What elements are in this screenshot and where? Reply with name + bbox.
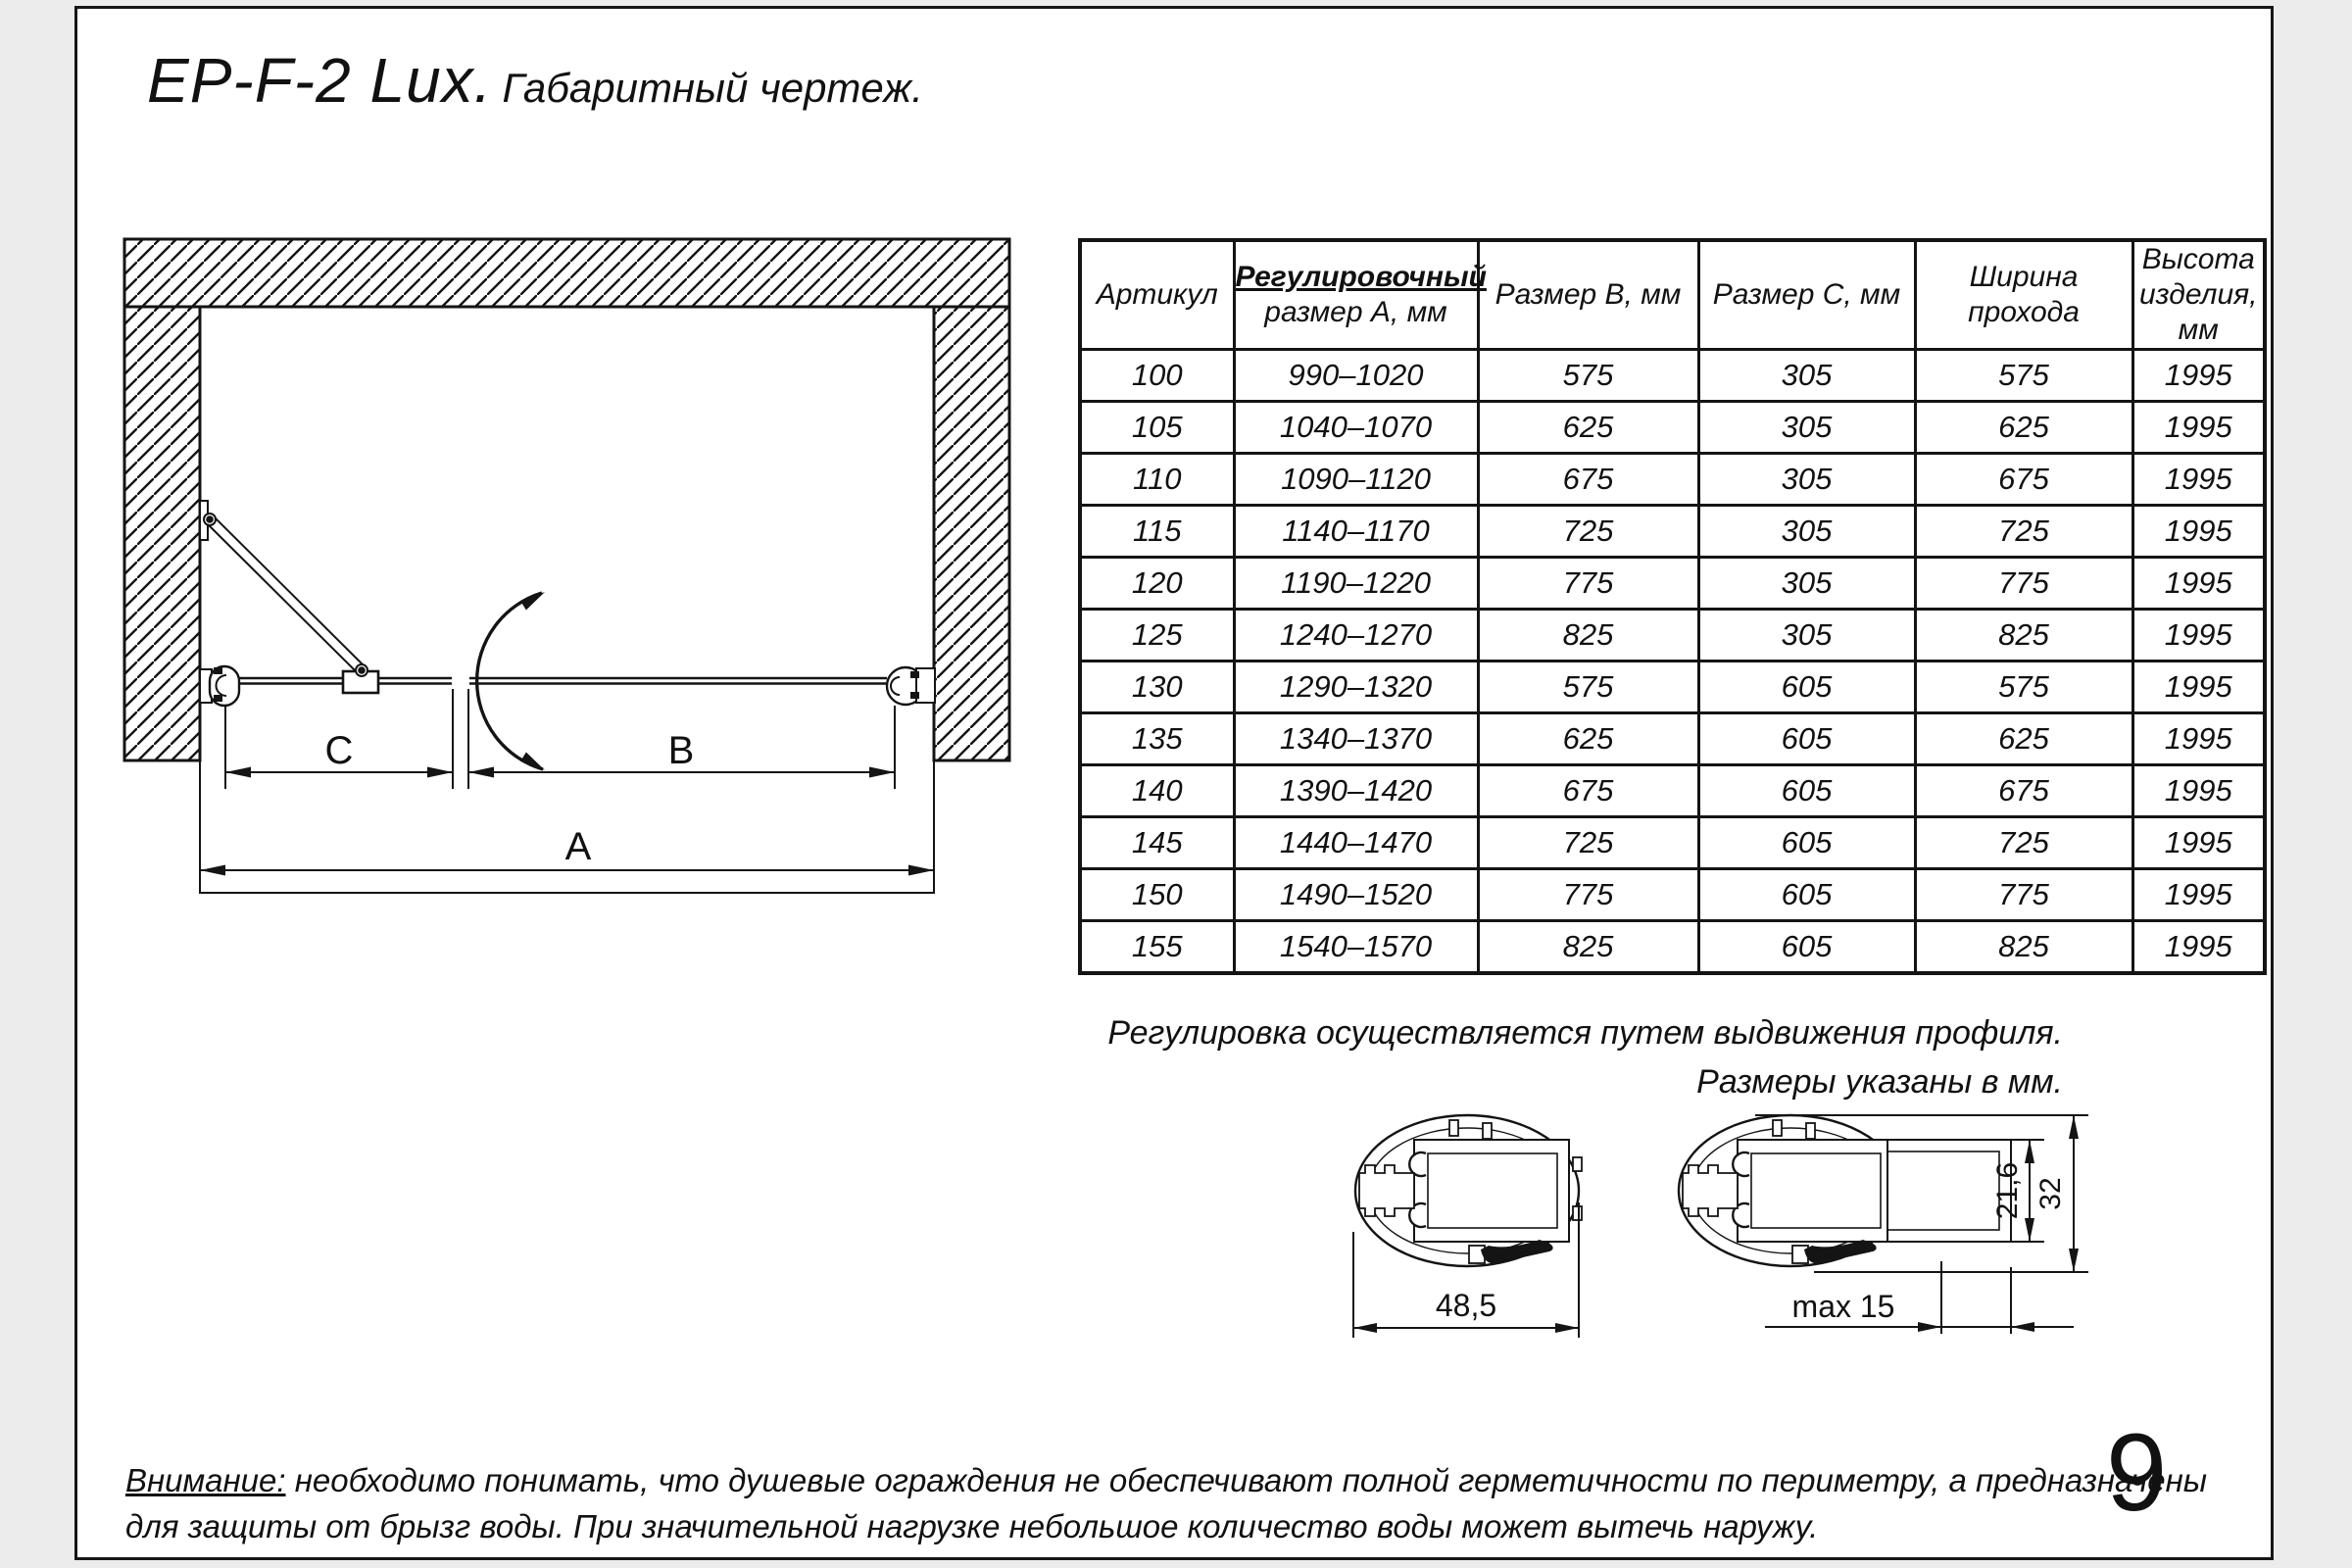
dim-inner-height-label: 21,6: [1991, 1161, 2024, 1220]
alcove-walls: [124, 239, 1009, 760]
dimension-b: [468, 729, 895, 778]
table-cell: 1995: [2132, 765, 2265, 817]
door-glass: [469, 678, 887, 684]
table-row: [1080, 454, 2265, 506]
table-cell: 605: [1698, 921, 1915, 974]
table-cell: 725: [1478, 817, 1698, 869]
dimensional-drawing: [121, 228, 1042, 905]
table-cell: 120: [1080, 558, 1234, 610]
niche-outline: [200, 307, 934, 893]
table-cell: 605: [1698, 662, 1915, 713]
dimension-a: [200, 825, 934, 876]
table-cell: 1995: [2132, 662, 2265, 713]
table-cell: 1390–1420: [1234, 765, 1478, 817]
table-cell: 1540–1570: [1234, 921, 1478, 974]
table-row: [1080, 558, 2265, 610]
table-cell: 1340–1370: [1234, 713, 1478, 765]
adjustable-profile-section: [1679, 1115, 2011, 1266]
table-cell: 675: [1478, 765, 1698, 817]
table-cell: 305: [1698, 402, 1915, 454]
table-row: [1080, 610, 2265, 662]
note-line-1: Регулировка осуществляется путем выдвижения профиля.: [1107, 1014, 2063, 1052]
warning-line-1-text: необходимо понимать, что душевые ограждения не обеспечивают полной герметичности по периметру, а предназначены: [285, 1462, 2208, 1498]
table-row: [1080, 662, 2265, 713]
table-cell: 1090–1120: [1234, 454, 1478, 506]
table-cell: 1995: [2132, 921, 2265, 974]
table-cell: 1995: [2132, 402, 2265, 454]
table-cell: 1995: [2132, 817, 2265, 869]
table-cell: 305: [1698, 610, 1915, 662]
table-cell: 305: [1698, 454, 1915, 506]
right-wall-profile: [887, 667, 935, 705]
table-cell: 825: [1915, 610, 2132, 662]
support-bar: [200, 501, 368, 676]
table-cell: 110: [1080, 454, 1234, 506]
table-column-header: Артикул: [1080, 240, 1234, 350]
table-cell: 575: [1915, 350, 2132, 402]
table-column-header: Ширина прохода: [1915, 240, 2132, 350]
table-column-header: Регулировочный размер А, мм: [1234, 240, 1478, 350]
wall-profile-section: [1355, 1115, 1582, 1266]
table-row: [1080, 350, 2265, 402]
table-cell: 1290–1320: [1234, 662, 1478, 713]
table-cell: 605: [1698, 713, 1915, 765]
table-cell: 825: [1915, 921, 2132, 974]
table-header-row: [1080, 240, 2265, 350]
title-caption: Габаритный чертеж.: [502, 65, 923, 111]
table-cell: 1995: [2132, 869, 2265, 921]
table-cell: 575: [1915, 662, 2132, 713]
table-cell: 1995: [2132, 506, 2265, 558]
warning-label: Внимание:: [125, 1462, 286, 1498]
table-column-header: Высота изделия, мм: [2132, 240, 2265, 350]
warning-line-1: [125, 1457, 2207, 1503]
table-cell: 1140–1170: [1234, 506, 1478, 558]
table-cell: 125: [1080, 610, 1234, 662]
table-cell: 135: [1080, 713, 1234, 765]
table-cell: 1040–1070: [1234, 402, 1478, 454]
table-cell: 1995: [2132, 610, 2265, 662]
page-number: 9: [2106, 1411, 2168, 1534]
table-row: [1080, 921, 2265, 974]
table-cell: 1995: [2132, 454, 2265, 506]
table-cell: 775: [1478, 558, 1698, 610]
dim-max-offset-label: max 15: [1791, 1289, 1895, 1324]
table-cell: 575: [1478, 350, 1698, 402]
table-cell: 725: [1478, 506, 1698, 558]
model-name: EP-F-2 Lux.: [147, 45, 493, 116]
table-cell: 605: [1698, 765, 1915, 817]
dim-outer-height-label: 32: [2034, 1177, 2067, 1210]
dim-width-label: 48,5: [1435, 1288, 1497, 1323]
table-row: [1080, 402, 2265, 454]
table-row: [1080, 506, 2265, 558]
dim-a-label: A: [564, 825, 592, 868]
table-cell: 1440–1470: [1234, 817, 1478, 869]
table-cell: 625: [1478, 713, 1698, 765]
table-cell: 675: [1915, 454, 2132, 506]
table-cell: 825: [1478, 921, 1698, 974]
swing-arc: [477, 587, 548, 774]
table-cell: 1190–1220: [1234, 558, 1478, 610]
table-row: [1080, 869, 2265, 921]
table-cell: 155: [1080, 921, 1234, 974]
table-cell: 725: [1915, 506, 2132, 558]
table-header: [1080, 240, 2265, 350]
table-cell: 305: [1698, 558, 1915, 610]
table-cell: 1995: [2132, 350, 2265, 402]
table-cell: 575: [1478, 662, 1698, 713]
document-page: [74, 6, 2274, 1560]
table-cell: 140: [1080, 765, 1234, 817]
table-cell: 150: [1080, 869, 1234, 921]
table-cell: 625: [1915, 402, 2132, 454]
table-cell: 605: [1698, 869, 1915, 921]
note-line-2: Размеры указаны в мм.: [1696, 1063, 2063, 1101]
page-title: [147, 44, 923, 117]
table-body: [1080, 350, 2265, 974]
table-cell: 105: [1080, 402, 1234, 454]
table-cell: 675: [1478, 454, 1698, 506]
dim-c-label: C: [324, 729, 354, 772]
table-cell: 305: [1698, 350, 1915, 402]
table-cell: 725: [1915, 817, 2132, 869]
warning-text: [125, 1457, 2207, 1549]
table-cell: 625: [1915, 713, 2132, 765]
table-cell: 1995: [2132, 558, 2265, 610]
table-cell: 775: [1915, 558, 2132, 610]
table-cell: 1240–1270: [1234, 610, 1478, 662]
table-row: [1080, 817, 2265, 869]
table-cell: 145: [1080, 817, 1234, 869]
table-cell: 1490–1520: [1234, 869, 1478, 921]
dim-b-label: B: [667, 729, 695, 772]
table-cell: 100: [1080, 350, 1234, 402]
table-cell: 775: [1915, 869, 2132, 921]
table-cell: 605: [1698, 817, 1915, 869]
table-cell: 990–1020: [1234, 350, 1478, 402]
table-cell: 775: [1478, 869, 1698, 921]
warning-line-2: для защиты от брызг воды. При значительной нагрузке небольшое количество воды может вытечь наружу.: [125, 1508, 1819, 1544]
table-column-header: Размер В, мм: [1478, 240, 1698, 350]
profile-cross-sections: [1344, 1085, 2118, 1379]
left-wall-profile: [200, 666, 239, 706]
dimension-c: [225, 729, 453, 778]
table-cell: 1995: [2132, 713, 2265, 765]
spec-table: [1078, 238, 2267, 975]
table-cell: 825: [1478, 610, 1698, 662]
table-cell: 115: [1080, 506, 1234, 558]
table-cell: 130: [1080, 662, 1234, 713]
table-cell: 305: [1698, 506, 1915, 558]
table-cell: 675: [1915, 765, 2132, 817]
table-column-header: Размер С, мм: [1698, 240, 1915, 350]
table-row: [1080, 765, 2265, 817]
table-row: [1080, 713, 2265, 765]
table-cell: 625: [1478, 402, 1698, 454]
